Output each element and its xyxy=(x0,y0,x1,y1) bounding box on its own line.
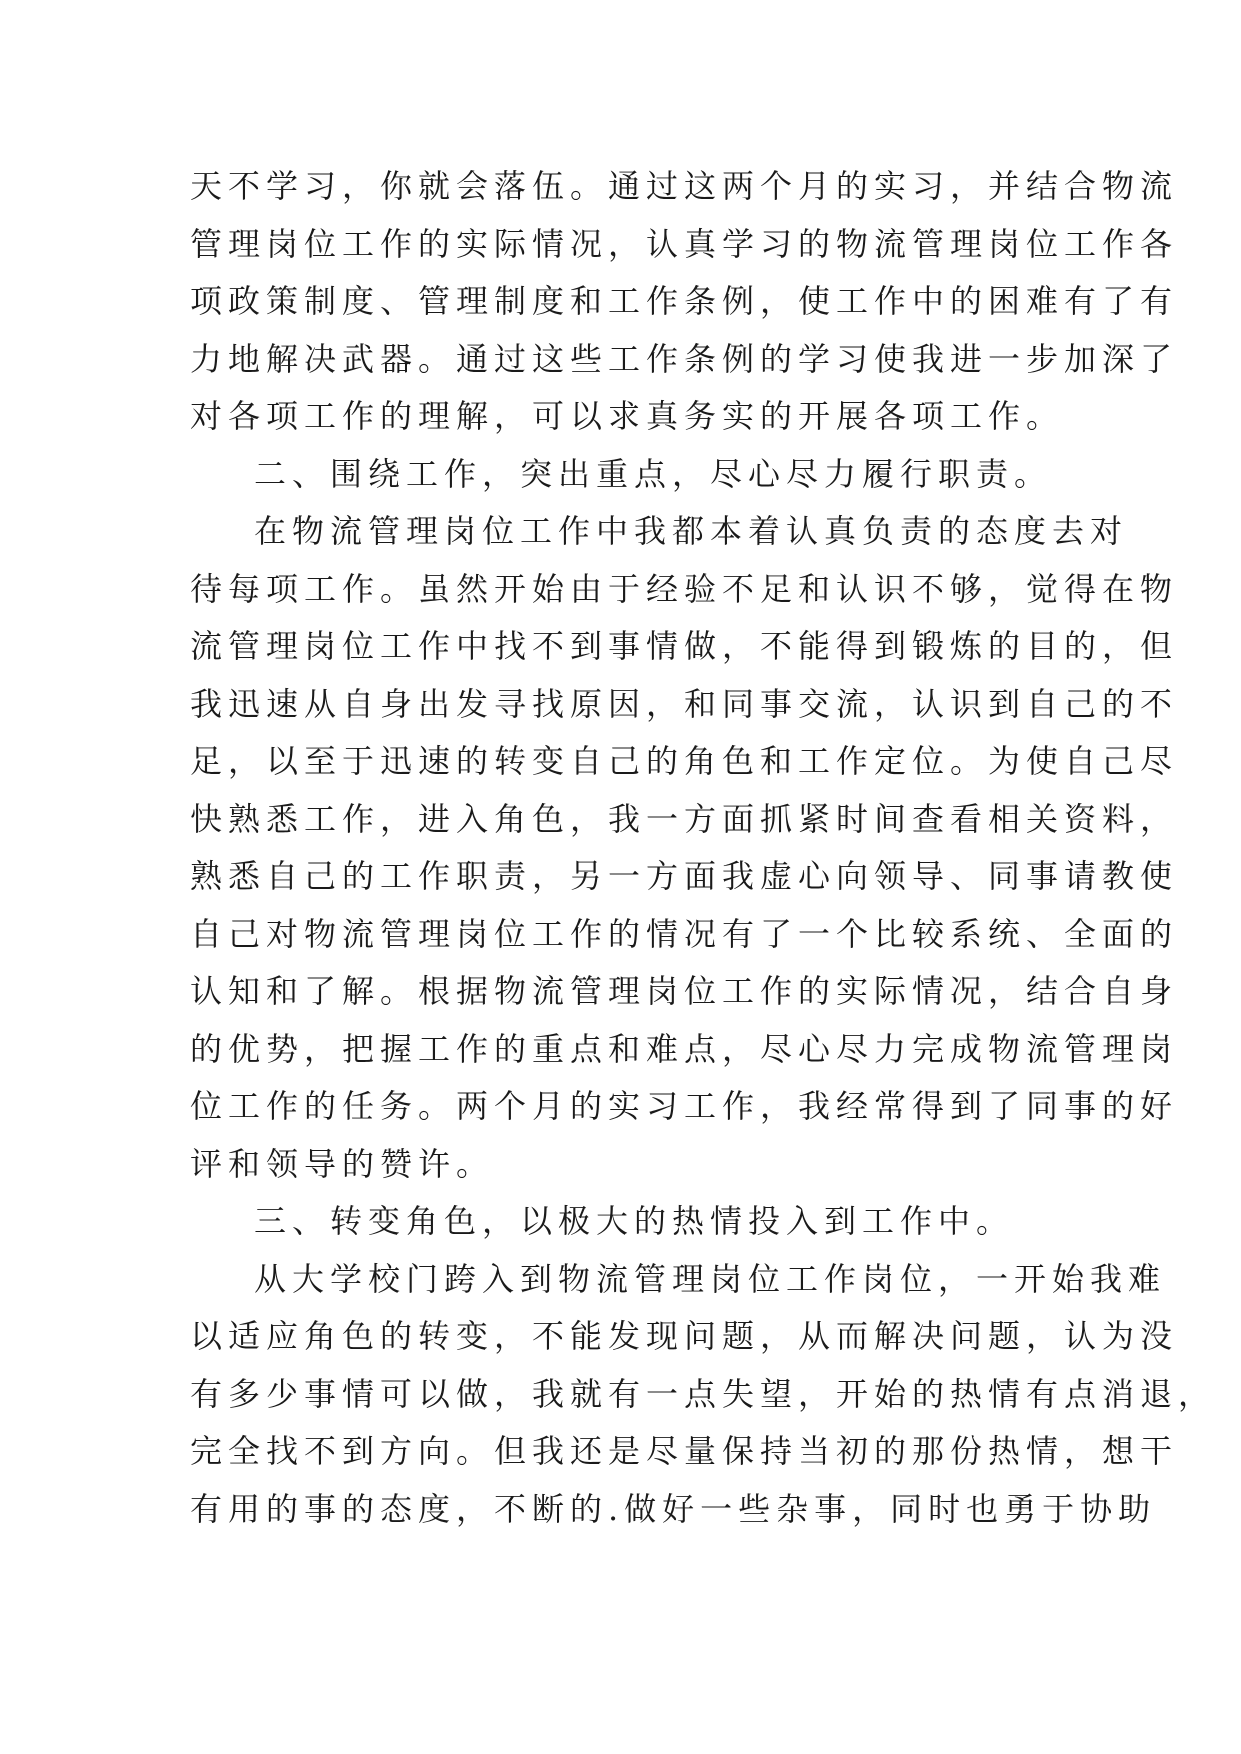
text-line: 二、围绕工作，突出重点，尽心尽力履行职责。 xyxy=(254,454,1053,493)
text-line: 以适应角色的转变，不能发现问题，从而解决问题，认为没 xyxy=(190,1317,1179,1355)
text-line: 自己对物流管理岗位工作的情况有了一个比较系统、全面的 xyxy=(190,914,1179,953)
text-line: 评和领导的赞许。 xyxy=(190,1144,495,1183)
text-line: 有多少事情可以做，我就有一点失望，开始的热情有点消退， xyxy=(190,1374,1217,1413)
text-line: 我迅速从自身出发寻找原因，和同事交流，认识到自己的不 xyxy=(190,684,1179,723)
text-line: 待每项工作。虽然开始由于经验不足和认识不够，觉得在物 xyxy=(190,569,1179,608)
text-line: 熟悉自己的工作职责，另一方面我虚心向领导、同事请教使 xyxy=(190,857,1179,895)
text-line: 快熟悉工作，进入角色，我一方面抓紧时间查看相关资料， xyxy=(190,799,1179,838)
text-line: 力地解决武器。通过这些工作条例的学习使我进一步加深了 xyxy=(190,339,1179,378)
text-line: 管理岗位工作的实际情况，认真学习的物流管理岗位工作各 xyxy=(190,224,1179,263)
text-line: 流管理岗位工作中找不到事情做，不能得到锻炼的目的，但 xyxy=(190,627,1179,665)
text-line: 的优势，把握工作的重点和难点，尽心尽力完成物流管理岗 xyxy=(190,1029,1179,1068)
document-body xyxy=(190,158,1217,1538)
text-line: 认知和了解。根据物流管理岗位工作的实际情况，结合自身 xyxy=(190,972,1179,1010)
text-line: 足，以至于迅速的转变自己的角色和工作定位。为使自己尽 xyxy=(190,742,1179,780)
text-line: 对各项工作的理解，可以求真务实的开展各项工作。 xyxy=(190,397,1065,435)
text-line: 三、转变角色，以极大的热情投入到工作中。 xyxy=(254,1202,1015,1240)
text-line: 项政策制度、管理制度和工作条例，使工作中的困难有了有 xyxy=(190,282,1179,320)
text-line: 位工作的任务。两个月的实习工作，我经常得到了同事的好 xyxy=(190,1087,1179,1125)
text-line: 天不学习，你就会落伍。通过这两个月的实习，并结合物流 xyxy=(190,167,1179,205)
text-line: 完全找不到方向。但我还是尽量保持当初的那份热情，想干 xyxy=(190,1432,1179,1470)
text-line: 有用的事的态度，不断的.做好一些杂事，同时也勇于协助 xyxy=(190,1489,1157,1528)
text-line: 在物流管理岗位工作中我都本着认真负责的态度去对 xyxy=(254,512,1129,550)
text-line: 从大学校门跨入到物流管理岗位工作岗位，一开始我难 xyxy=(254,1259,1167,1298)
